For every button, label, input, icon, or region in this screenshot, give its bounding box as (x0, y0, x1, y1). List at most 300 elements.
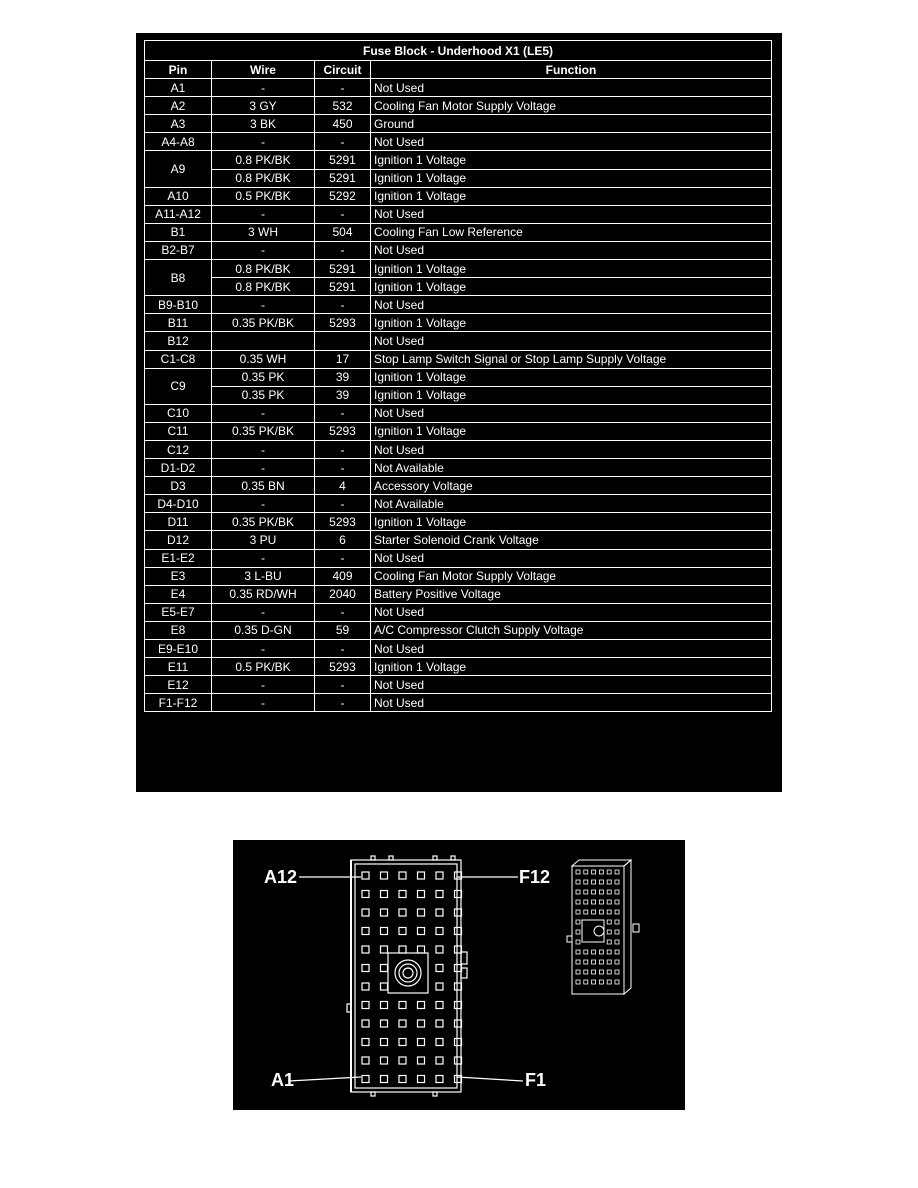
iso-pin-cavity (592, 960, 596, 964)
connector-front-view (347, 856, 467, 1096)
pin-cell: C12 (145, 440, 212, 458)
iso-pin-cavity (576, 980, 580, 984)
pin-cell: E1-E2 (145, 549, 212, 567)
table-row (145, 79, 772, 97)
iso-pin-cavity (576, 920, 580, 924)
pin-cell: A3 (145, 115, 212, 133)
pin-cavity (381, 1020, 388, 1027)
pin-cavity (381, 965, 388, 972)
wire-cell: 0.35 BN (212, 477, 315, 495)
function-cell: Not Used (371, 241, 772, 259)
pin-cavity (362, 928, 369, 935)
connector-diagram-panel (233, 840, 685, 1110)
pin-cavity (436, 965, 443, 972)
iso-pin-cavity (576, 970, 580, 974)
header-circuit: Circuit (315, 61, 371, 79)
function-cell: Stop Lamp Switch Signal or Stop Lamp Supply Voltage (371, 350, 772, 368)
pin-cell: C11 (145, 422, 212, 440)
wire-cell: 0.35 RD/WH (212, 585, 315, 603)
pin-cavity (436, 946, 443, 953)
iso-pin-cavity (584, 870, 588, 874)
function-cell: Battery Positive Voltage (371, 585, 772, 603)
pin-cavity (381, 983, 388, 990)
wire-cell: - (212, 603, 315, 621)
table-row (145, 440, 772, 458)
label-a1: A1 (271, 1070, 295, 1090)
wire-cell: 0.35 PK/BK (212, 513, 315, 531)
iso-pin-cavity (599, 980, 603, 984)
pin-cell: F1-F12 (145, 694, 212, 712)
pin-cavity (399, 1057, 406, 1064)
circuit-cell: 450 (315, 115, 371, 133)
label-f1: F1 (525, 1070, 547, 1090)
iso-pin-cavity (615, 950, 619, 954)
table-row (145, 585, 772, 603)
table-row (145, 241, 772, 259)
function-cell: Ignition 1 Voltage (371, 513, 772, 531)
table-row (145, 223, 772, 241)
circuit-cell: - (315, 495, 371, 513)
connector-pin-grid (362, 872, 462, 1083)
pin-cavity (381, 891, 388, 898)
iso-pin-cavity (576, 940, 580, 944)
table-row (145, 187, 772, 205)
pin-cavity (362, 1076, 369, 1083)
pin-cavity (418, 946, 425, 953)
function-cell: Not Used (371, 440, 772, 458)
function-cell: Not Available (371, 459, 772, 477)
circuit-cell: 17 (315, 350, 371, 368)
pin-cell: A10 (145, 187, 212, 205)
function-cell: Cooling Fan Motor Supply Voltage (371, 567, 772, 585)
iso-pin-cavity (607, 930, 611, 934)
iso-pin-cavity (599, 900, 603, 904)
iso-pin-cavity (584, 980, 588, 984)
iso-pin-cavity (615, 870, 619, 874)
pin-cell: B8 (145, 260, 212, 296)
pin-cavity (399, 1020, 406, 1027)
pin-cell: C10 (145, 404, 212, 422)
iso-pin-cavity (584, 900, 588, 904)
pin-cell: D11 (145, 513, 212, 531)
pin-cavity (381, 1002, 388, 1009)
table-row (145, 115, 772, 133)
pin-cavity (362, 983, 369, 990)
function-cell: Ignition 1 Voltage (371, 187, 772, 205)
pin-cell: C1-C8 (145, 350, 212, 368)
circuit-cell: - (315, 640, 371, 658)
circuit-cell: 409 (315, 567, 371, 585)
function-cell: Ignition 1 Voltage (371, 386, 772, 404)
wire-cell: 0.8 PK/BK (212, 169, 315, 187)
function-cell: Ground (371, 115, 772, 133)
circuit-cell: - (315, 549, 371, 567)
function-cell: Accessory Voltage (371, 477, 772, 495)
table-row (145, 97, 772, 115)
wire-cell: 0.35 PK/BK (212, 314, 315, 332)
connector-face-diagram (233, 840, 685, 1110)
function-cell: Not Used (371, 549, 772, 567)
pin-cell: A1 (145, 79, 212, 97)
circuit-cell: 6 (315, 531, 371, 549)
iso-pin-cavity (592, 890, 596, 894)
pin-cell: E5-E7 (145, 603, 212, 621)
pin-cavity (399, 1076, 406, 1083)
header-function: Function (371, 61, 772, 79)
pin-cavity (418, 1020, 425, 1027)
circuit-cell: 5293 (315, 513, 371, 531)
iso-pin-cavity (576, 960, 580, 964)
table-row (145, 621, 772, 639)
pin-cell: A9 (145, 151, 212, 187)
circuit-cell: 59 (315, 621, 371, 639)
function-cell: Ignition 1 Voltage (371, 278, 772, 296)
circuit-cell (315, 332, 371, 350)
iso-pin-cavity (592, 880, 596, 884)
circuit-cell: 5291 (315, 278, 371, 296)
circuit-cell: - (315, 603, 371, 621)
function-cell: Ignition 1 Voltage (371, 169, 772, 187)
pin-cavity (418, 928, 425, 935)
pin-cell: E11 (145, 658, 212, 676)
pin-cell: D12 (145, 531, 212, 549)
pin-cavity (362, 946, 369, 953)
iso-pin-cavity (607, 970, 611, 974)
iso-pin-cavity (607, 980, 611, 984)
wire-cell: 3 BK (212, 115, 315, 133)
iso-pin-cavity (599, 910, 603, 914)
table-row (145, 640, 772, 658)
iso-pin-cavity (615, 940, 619, 944)
table-row (145, 422, 772, 440)
pin-cavity (399, 946, 406, 953)
table-row (145, 133, 772, 151)
iso-pin-cavity (584, 950, 588, 954)
function-cell: Ignition 1 Voltage (371, 260, 772, 278)
circuit-cell: 5292 (315, 187, 371, 205)
iso-pin-cavity (576, 910, 580, 914)
pin-cavity (436, 1002, 443, 1009)
table-row (145, 567, 772, 585)
circuit-cell: - (315, 459, 371, 477)
table-row (145, 676, 772, 694)
wire-cell: 0.35 WH (212, 350, 315, 368)
pin-cavity (436, 891, 443, 898)
pin-cavity (436, 909, 443, 916)
wire-cell: - (212, 640, 315, 658)
iso-pin-cavity (592, 900, 596, 904)
pin-cell: B11 (145, 314, 212, 332)
pin-cavity (399, 872, 406, 879)
table-row (145, 278, 772, 296)
iso-pin-cavity (584, 970, 588, 974)
pinout-table (144, 40, 772, 712)
iso-pin-cavity (576, 880, 580, 884)
table-row (145, 459, 772, 477)
iso-pin-cavity (576, 900, 580, 904)
pin-cavity (436, 1057, 443, 1064)
table-body (145, 79, 772, 712)
wire-cell: - (212, 495, 315, 513)
wire-cell: 0.5 PK/BK (212, 658, 315, 676)
iso-pin-cavity (615, 880, 619, 884)
pin-cavity (418, 891, 425, 898)
wire-cell: 0.8 PK/BK (212, 260, 315, 278)
pin-cavity (362, 1039, 369, 1046)
iso-pin-cavity (592, 950, 596, 954)
circuit-cell: - (315, 79, 371, 97)
function-cell: Not Used (371, 205, 772, 223)
function-cell: Cooling Fan Low Reference (371, 223, 772, 241)
pinout-table-panel (136, 33, 782, 792)
iso-pin-cavity (592, 910, 596, 914)
iso-pin-cavity (599, 880, 603, 884)
iso-pin-cavity (584, 880, 588, 884)
circuit-cell: 2040 (315, 585, 371, 603)
pin-cavity (381, 1057, 388, 1064)
function-cell: Starter Solenoid Crank Voltage (371, 531, 772, 549)
iso-pin-cavity (592, 970, 596, 974)
pin-cell: B1 (145, 223, 212, 241)
function-cell: Not Available (371, 495, 772, 513)
iso-pin-cavity (599, 890, 603, 894)
circuit-cell: - (315, 676, 371, 694)
wire-cell: - (212, 676, 315, 694)
circuit-cell: - (315, 241, 371, 259)
iso-pin-cavity (607, 880, 611, 884)
iso-pin-cavity (607, 890, 611, 894)
function-cell: Not Used (371, 296, 772, 314)
iso-pin-cavity (599, 960, 603, 964)
function-cell: Ignition 1 Voltage (371, 658, 772, 676)
pin-cavity (362, 1020, 369, 1027)
function-cell: Ignition 1 Voltage (371, 314, 772, 332)
function-cell: Not Used (371, 79, 772, 97)
iso-pin-cavity (592, 980, 596, 984)
circuit-cell: 532 (315, 97, 371, 115)
iso-pin-cavity (615, 970, 619, 974)
table-row (145, 386, 772, 404)
table-row (145, 549, 772, 567)
function-cell: Not Used (371, 133, 772, 151)
pin-cavity (436, 928, 443, 935)
function-cell: Cooling Fan Motor Supply Voltage (371, 97, 772, 115)
pin-cavity (381, 1076, 388, 1083)
pin-cell: E8 (145, 621, 212, 639)
table-row (145, 205, 772, 223)
table-row (145, 260, 772, 278)
pin-cell: B9-B10 (145, 296, 212, 314)
wire-cell: - (212, 133, 315, 151)
wire-cell (212, 332, 315, 350)
pin-cavity (381, 928, 388, 935)
wire-cell: 0.8 PK/BK (212, 151, 315, 169)
iso-pin-cavity (584, 910, 588, 914)
wire-cell: 0.8 PK/BK (212, 278, 315, 296)
function-cell: Ignition 1 Voltage (371, 368, 772, 386)
wire-cell: 3 L-BU (212, 567, 315, 585)
iso-pin-cavity (607, 950, 611, 954)
iso-pin-cavity (599, 950, 603, 954)
pin-cavity (436, 1076, 443, 1083)
pin-cavity (381, 872, 388, 879)
circuit-cell: - (315, 296, 371, 314)
wire-cell: 0.35 PK (212, 368, 315, 386)
table-row (145, 603, 772, 621)
table-row (145, 404, 772, 422)
table-row (145, 477, 772, 495)
iso-pin-cavity (576, 890, 580, 894)
table-row (145, 296, 772, 314)
function-cell: Not Used (371, 676, 772, 694)
circuit-cell: - (315, 133, 371, 151)
circuit-cell: - (315, 440, 371, 458)
pin-cell: E4 (145, 585, 212, 603)
pin-cavity (399, 891, 406, 898)
leader-lines (289, 877, 523, 1081)
label-f12: F12 (519, 867, 551, 887)
pin-cell: B2-B7 (145, 241, 212, 259)
pin-cell: A2 (145, 97, 212, 115)
pin-cell: D4-D10 (145, 495, 212, 513)
function-cell: Not Used (371, 603, 772, 621)
wire-cell: - (212, 205, 315, 223)
circuit-cell: 5293 (315, 422, 371, 440)
iso-pin-cavity (576, 950, 580, 954)
wire-cell: - (212, 694, 315, 712)
wire-cell: 0.5 PK/BK (212, 187, 315, 205)
function-cell: Ignition 1 Voltage (371, 151, 772, 169)
iso-pin-cavity (607, 870, 611, 874)
iso-pin-cavity (592, 870, 596, 874)
circuit-cell: 39 (315, 368, 371, 386)
pin-cell: A4-A8 (145, 133, 212, 151)
circuit-cell: 5291 (315, 151, 371, 169)
iso-pin-cavity (576, 930, 580, 934)
table-row (145, 169, 772, 187)
pin-cavity (418, 1076, 425, 1083)
pin-cavity (418, 1039, 425, 1046)
wire-cell: - (212, 241, 315, 259)
function-cell: Not Used (371, 332, 772, 350)
pin-cavity (381, 1039, 388, 1046)
function-cell: Not Used (371, 694, 772, 712)
circuit-cell: 39 (315, 386, 371, 404)
pin-cavity (418, 1002, 425, 1009)
circuit-cell: - (315, 694, 371, 712)
table-row (145, 495, 772, 513)
table-row (145, 151, 772, 169)
pin-cavity (381, 909, 388, 916)
circuit-cell: - (315, 205, 371, 223)
label-a12: A12 (264, 867, 298, 887)
circuit-cell: - (315, 404, 371, 422)
iso-pin-cavity (607, 910, 611, 914)
iso-pin-cavity (615, 980, 619, 984)
pin-cell: E9-E10 (145, 640, 212, 658)
table-row (145, 332, 772, 350)
pin-cavity (436, 872, 443, 879)
wire-cell: - (212, 404, 315, 422)
pin-cavity (362, 872, 369, 879)
wire-cell: 0.35 PK (212, 386, 315, 404)
iso-pin-cavity (615, 890, 619, 894)
table-row (145, 513, 772, 531)
pin-cavity (399, 1039, 406, 1046)
pin-cell: A11-A12 (145, 205, 212, 223)
pin-cavity (436, 983, 443, 990)
iso-pin-cavity (584, 890, 588, 894)
iso-pin-cavity (607, 900, 611, 904)
circuit-cell: 4 (315, 477, 371, 495)
wire-cell: - (212, 549, 315, 567)
pin-cavity (418, 909, 425, 916)
pin-cell: E3 (145, 567, 212, 585)
iso-pin-cavity (615, 960, 619, 964)
iso-pin-cavity (584, 960, 588, 964)
wire-cell: - (212, 296, 315, 314)
pin-cavity (436, 1039, 443, 1046)
table-row (145, 658, 772, 676)
wire-cell: - (212, 79, 315, 97)
table-title: Fuse Block - Underhood X1 (LE5) (145, 41, 772, 61)
iso-pin-cavity (615, 910, 619, 914)
wire-cell: 3 PU (212, 531, 315, 549)
pin-cavity (362, 891, 369, 898)
wire-cell: 3 WH (212, 223, 315, 241)
iso-pin-cavity (615, 900, 619, 904)
iso-pin-cavity (607, 960, 611, 964)
function-cell: Ignition 1 Voltage (371, 422, 772, 440)
iso-pin-cavity (576, 870, 580, 874)
circuit-cell: 5291 (315, 169, 371, 187)
table-row (145, 368, 772, 386)
function-cell: A/C Compressor Clutch Supply Voltage (371, 621, 772, 639)
iso-pin-cavity (615, 920, 619, 924)
pin-cavity (436, 1020, 443, 1027)
pin-cavity (381, 946, 388, 953)
header-wire: Wire (212, 61, 315, 79)
pin-cell: E12 (145, 676, 212, 694)
header-pin: Pin (145, 61, 212, 79)
table-row (145, 350, 772, 368)
pin-cavity (362, 1057, 369, 1064)
pin-cell: B12 (145, 332, 212, 350)
circuit-cell: 5291 (315, 260, 371, 278)
circuit-cell: 5293 (315, 658, 371, 676)
pin-cavity (399, 928, 406, 935)
wire-cell: 3 GY (212, 97, 315, 115)
iso-pin-cavity (615, 930, 619, 934)
pin-cell: C9 (145, 368, 212, 404)
table-row (145, 694, 772, 712)
circuit-cell: 5293 (315, 314, 371, 332)
wire-cell: 0.35 D-GN (212, 621, 315, 639)
pin-cavity (362, 965, 369, 972)
wire-cell: - (212, 440, 315, 458)
pin-cavity (399, 1002, 406, 1009)
pin-cavity (399, 909, 406, 916)
pin-cell: D1-D2 (145, 459, 212, 477)
pin-cavity (418, 872, 425, 879)
iso-pin-cavity (607, 940, 611, 944)
wire-cell: - (212, 459, 315, 477)
wire-cell: 0.35 PK/BK (212, 422, 315, 440)
function-cell: Not Used (371, 640, 772, 658)
table-row (145, 314, 772, 332)
iso-pin-cavity (599, 970, 603, 974)
iso-pin-cavity (607, 920, 611, 924)
